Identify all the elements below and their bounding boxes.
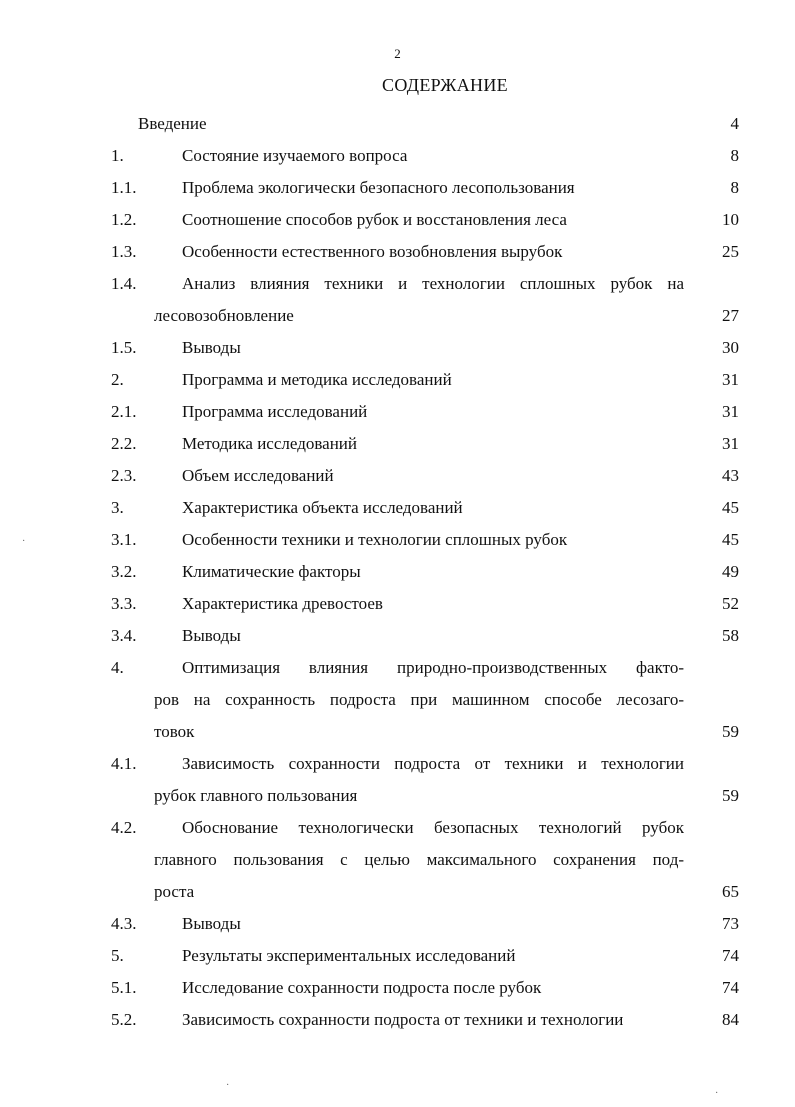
- toc-entry-title: Введение: [138, 114, 207, 133]
- toc-entry-number: 5.1.: [111, 978, 137, 997]
- toc-entry-title: Соотношение способов рубок и восстановления леса: [182, 210, 567, 229]
- toc-entry-title: Исследование сохранности подроста после рубок: [182, 978, 542, 997]
- toc-entry-title: лесовозобновление: [154, 306, 294, 325]
- toc-entry-page: 8: [730, 178, 739, 197]
- toc-entry-title: Методика исследований: [182, 434, 357, 453]
- toc-entry-page: 31: [722, 402, 739, 421]
- toc-entry-row: [111, 556, 739, 588]
- toc-entry-title: Проблема экологически безопасного лесопользования: [182, 178, 575, 197]
- toc-entry-row: [111, 492, 739, 524]
- toc-entry-title: Обоснование технологически безопасных технологий рубок: [182, 818, 684, 837]
- toc-entry-row: [111, 972, 739, 1004]
- scan-speck: ·: [715, 1088, 719, 1099]
- toc-entry-number: 1.2.: [111, 210, 137, 229]
- toc-entry-row: [111, 236, 739, 268]
- toc-entry-title: Выводы: [182, 338, 241, 357]
- toc-entry-page: 31: [722, 370, 739, 389]
- toc-entry-title: Зависимость сохранности подроста от техники и технологии: [182, 1010, 624, 1029]
- toc-entry-number: 2.: [111, 370, 124, 389]
- toc-entry-page: 25: [722, 242, 739, 261]
- toc-entry-row: [111, 588, 739, 620]
- toc-entry-number: 4.1.: [111, 754, 137, 773]
- toc-entry-page: 49: [722, 562, 739, 581]
- page-number: 2: [394, 46, 401, 61]
- toc-entry-number: 1.3.: [111, 242, 137, 261]
- toc-entry-title: Оптимизация влияния природно-производственных факто-: [182, 658, 684, 677]
- toc-entry-title: Характеристика древостоев: [182, 594, 383, 613]
- toc-entry-number: 1.5.: [111, 338, 137, 357]
- scan-speck: ·: [226, 1080, 230, 1091]
- toc-entry-page: 45: [722, 498, 739, 517]
- toc-entry-title: Выводы: [182, 914, 241, 933]
- toc-entry-number: 3.4.: [111, 626, 137, 645]
- toc-entry-page: 52: [722, 594, 739, 613]
- toc-entry-row: [111, 908, 739, 940]
- toc-entry-page: 4: [730, 114, 739, 133]
- toc-entry-page: 59: [722, 786, 739, 805]
- toc-entry-row: [111, 332, 739, 364]
- toc-entry-number: 4.: [111, 658, 124, 677]
- toc-entry-title: Климатические факторы: [182, 562, 361, 581]
- toc-entry-row: [111, 684, 739, 716]
- toc-entry-title: Особенности естественного возобновления вырубок: [182, 242, 563, 261]
- toc-entry-row: [111, 172, 739, 204]
- toc-entry-number: 2.1.: [111, 402, 137, 421]
- toc-entry-number: 2.3.: [111, 466, 137, 485]
- toc-entry-title: Выводы: [182, 626, 241, 645]
- toc-entry-row: [111, 1004, 739, 1036]
- toc-entry-number: 4.3.: [111, 914, 137, 933]
- toc-entry-page: 8: [730, 146, 739, 165]
- toc-entry-row: [111, 204, 739, 236]
- toc-entry-page: 74: [722, 978, 739, 997]
- toc-entry-row: [111, 940, 739, 972]
- toc-entry-row: [111, 300, 739, 332]
- toc-entry-row: [111, 108, 739, 140]
- table-of-contents: [111, 108, 739, 1036]
- toc-entry-title: Объем исследований: [182, 466, 334, 485]
- toc-entry-page: 73: [722, 914, 739, 933]
- toc-entry-page: 31: [722, 434, 739, 453]
- toc-entry-number: 2.2.: [111, 434, 137, 453]
- toc-entry-page: 45: [722, 530, 739, 549]
- toc-entry-title: Программа и методика исследований: [182, 370, 452, 389]
- toc-entry-title: Особенности техники и технологии сплошных рубок: [182, 530, 568, 549]
- toc-entry-page: 10: [722, 210, 739, 229]
- toc-entry-row: [111, 844, 739, 876]
- toc-entry-title: Анализ влияния техники и технологии сплошных рубок на: [182, 274, 684, 293]
- toc-entry-page: 65: [722, 882, 739, 901]
- toc-entry-number: 3.2.: [111, 562, 137, 581]
- toc-entry-title: рубок главного пользования: [154, 786, 358, 805]
- toc-entry-page: 59: [722, 722, 739, 741]
- toc-entry-title: Характеристика объекта исследований: [182, 498, 463, 517]
- toc-entry-page: 43: [722, 466, 739, 485]
- toc-entry-row: [111, 620, 739, 652]
- toc-entry-row: [111, 716, 739, 748]
- toc-entry-page: 30: [722, 338, 739, 357]
- toc-entry-number: 5.: [111, 946, 124, 965]
- toc-entry-title: товок: [154, 722, 195, 741]
- toc-entry-title: Результаты экспериментальных исследований: [182, 946, 516, 965]
- toc-entry-row: [111, 364, 739, 396]
- toc-entry-title: ров на сохранность подроста при машинном способе лесозаго-: [154, 690, 684, 709]
- toc-entry-row: [111, 396, 739, 428]
- toc-entry-row: [111, 812, 739, 844]
- toc-entry-page: 27: [722, 306, 739, 325]
- toc-entry-number: 1.: [111, 146, 124, 165]
- toc-entry-row: [111, 780, 739, 812]
- toc-entry-page: 58: [722, 626, 739, 645]
- toc-entry-number: 4.2.: [111, 818, 137, 837]
- toc-entry-title: главного пользования с целью максимального сохранения под-: [154, 850, 684, 869]
- toc-entry-number: 1.1.: [111, 178, 137, 197]
- toc-entry-number: 5.2.: [111, 1010, 137, 1029]
- toc-entry-title: роста: [154, 882, 195, 901]
- toc-entry-row: [111, 428, 739, 460]
- scan-speck: ·: [22, 536, 26, 547]
- page-title: СОДЕРЖАНИЕ: [382, 75, 508, 95]
- toc-entry-row: [111, 268, 739, 300]
- toc-entry-row: [111, 140, 739, 172]
- toc-entry-number: 3.: [111, 498, 124, 517]
- toc-entry-number: 3.1.: [111, 530, 137, 549]
- toc-entry-page: 74: [722, 946, 739, 965]
- toc-entry-row: [111, 524, 739, 556]
- toc-entry-title: Зависимость сохранности подроста от техники и технологии: [182, 754, 684, 773]
- toc-entry-title: Программа исследований: [182, 402, 368, 421]
- toc-entry-number: 3.3.: [111, 594, 137, 613]
- toc-entry-page: 84: [722, 1010, 739, 1029]
- toc-entry-row: [111, 460, 739, 492]
- toc-entry-row: [111, 748, 739, 780]
- toc-entry-row: [111, 652, 739, 684]
- toc-entry-row: [111, 876, 739, 908]
- toc-entry-title: Состояние изучаемого вопроса: [182, 146, 408, 165]
- toc-entry-number: 1.4.: [111, 274, 137, 293]
